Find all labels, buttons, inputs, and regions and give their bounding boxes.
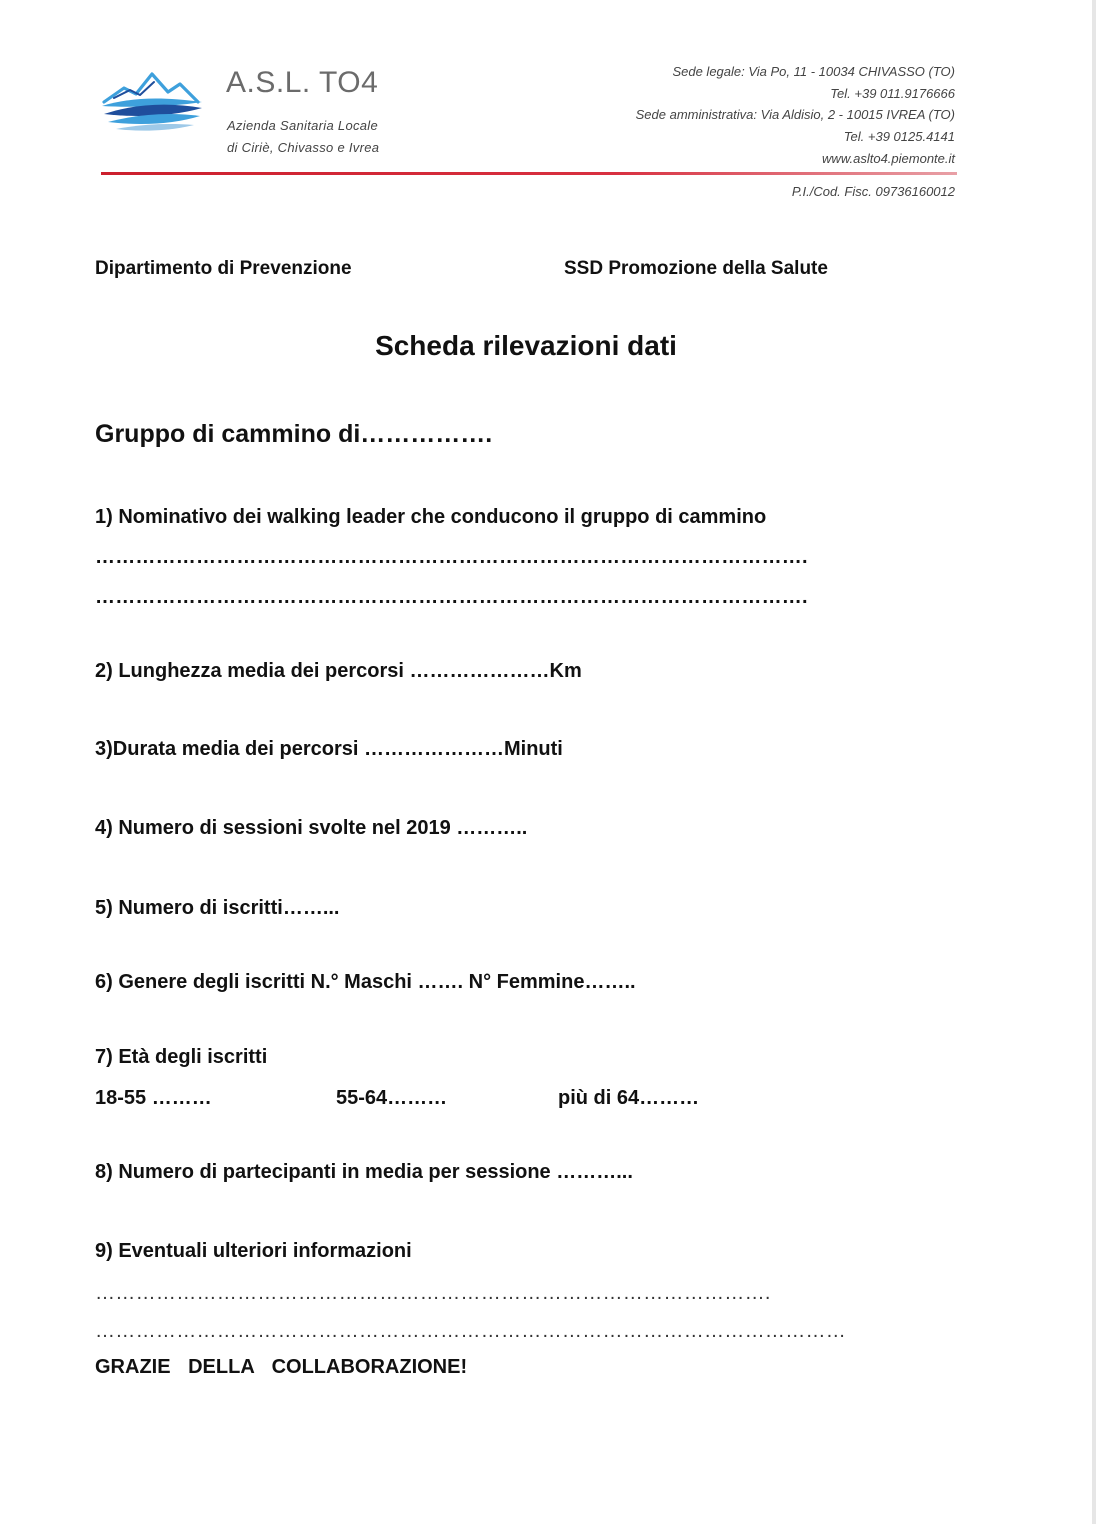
org-subtitle-line-2: di Ciriè, Chivasso e Ivrea bbox=[227, 140, 380, 155]
question-6-field[interactable]: 6) Genere degli iscritti N.° Maschi ……. N° Femmine…….. bbox=[95, 971, 636, 993]
form-title: Scheda rilevazioni dati bbox=[375, 330, 677, 361]
age-55-64-field[interactable]: 55-64……… bbox=[336, 1087, 448, 1109]
admin-office-address: Sede amministrativa: Via Aldisio, 2 - 10015 IVREA (TO) bbox=[635, 107, 955, 122]
walking-group-field[interactable]: Gruppo di cammino di……………. bbox=[95, 420, 493, 448]
question-2-field[interactable]: 2) Lunghezza media dei percorsi …………………Km bbox=[95, 660, 582, 682]
question-3-field[interactable]: 3)Durata media dei percorsi …………………Minuti bbox=[95, 738, 563, 760]
registered-office-phone: Tel. +39 011.9176666 bbox=[830, 86, 955, 101]
question-1-answer-line-2[interactable]: ……………………………………………………………………………………………. bbox=[95, 586, 808, 608]
age-over-64-field[interactable]: più di 64……… bbox=[558, 1087, 700, 1109]
question-5-field[interactable]: 5) Numero di iscritti……... bbox=[95, 897, 340, 919]
page-edge bbox=[1092, 0, 1096, 1524]
question-1-label: 1) Nominativo dei walking leader che conducono il gruppo di cammino bbox=[95, 506, 767, 528]
org-name: A.S.L. TO4 bbox=[226, 66, 379, 99]
question-8-field[interactable]: 8) Numero di partecipanti in media per sessione ………... bbox=[95, 1161, 633, 1183]
unit-label: SSD Promozione della Salute bbox=[564, 258, 828, 279]
question-7-label: 7) Età degli iscritti bbox=[95, 1046, 268, 1068]
org-subtitle-line-1: Azienda Sanitaria Locale bbox=[227, 118, 379, 133]
question-1-answer-line-1[interactable]: ……………………………………………………………………………………………. bbox=[95, 546, 808, 568]
closing-thanks: GRAZIE DELLA COLLABORAZIONE! bbox=[95, 1356, 468, 1378]
website-link: www.aslto4.piemonte.it bbox=[822, 151, 955, 166]
age-18-55-field[interactable]: 18-55 ……… bbox=[95, 1087, 212, 1109]
asl-logo-icon bbox=[98, 68, 204, 132]
department-label: Dipartimento di Prevenzione bbox=[95, 258, 352, 279]
question-9-answer-line-2[interactable]: ………………………………………………………………………………………………… bbox=[95, 1320, 847, 1342]
admin-office-phone: Tel. +39 0125.4141 bbox=[843, 129, 955, 144]
question-4-field[interactable]: 4) Numero di sessioni svolte nel 2019 ……….. bbox=[95, 817, 528, 839]
letterhead-divider bbox=[101, 172, 957, 175]
question-9-label: 9) Eventuali ulteriori informazioni bbox=[95, 1240, 412, 1262]
question-9-answer-line-1[interactable]: ………………………………………………………………………………………. bbox=[95, 1282, 771, 1304]
tax-id: P.I./Cod. Fisc. 09736160012 bbox=[791, 184, 955, 199]
registered-office-address: Sede legale: Via Po, 11 - 10034 CHIVASSO (TO) bbox=[672, 64, 955, 79]
